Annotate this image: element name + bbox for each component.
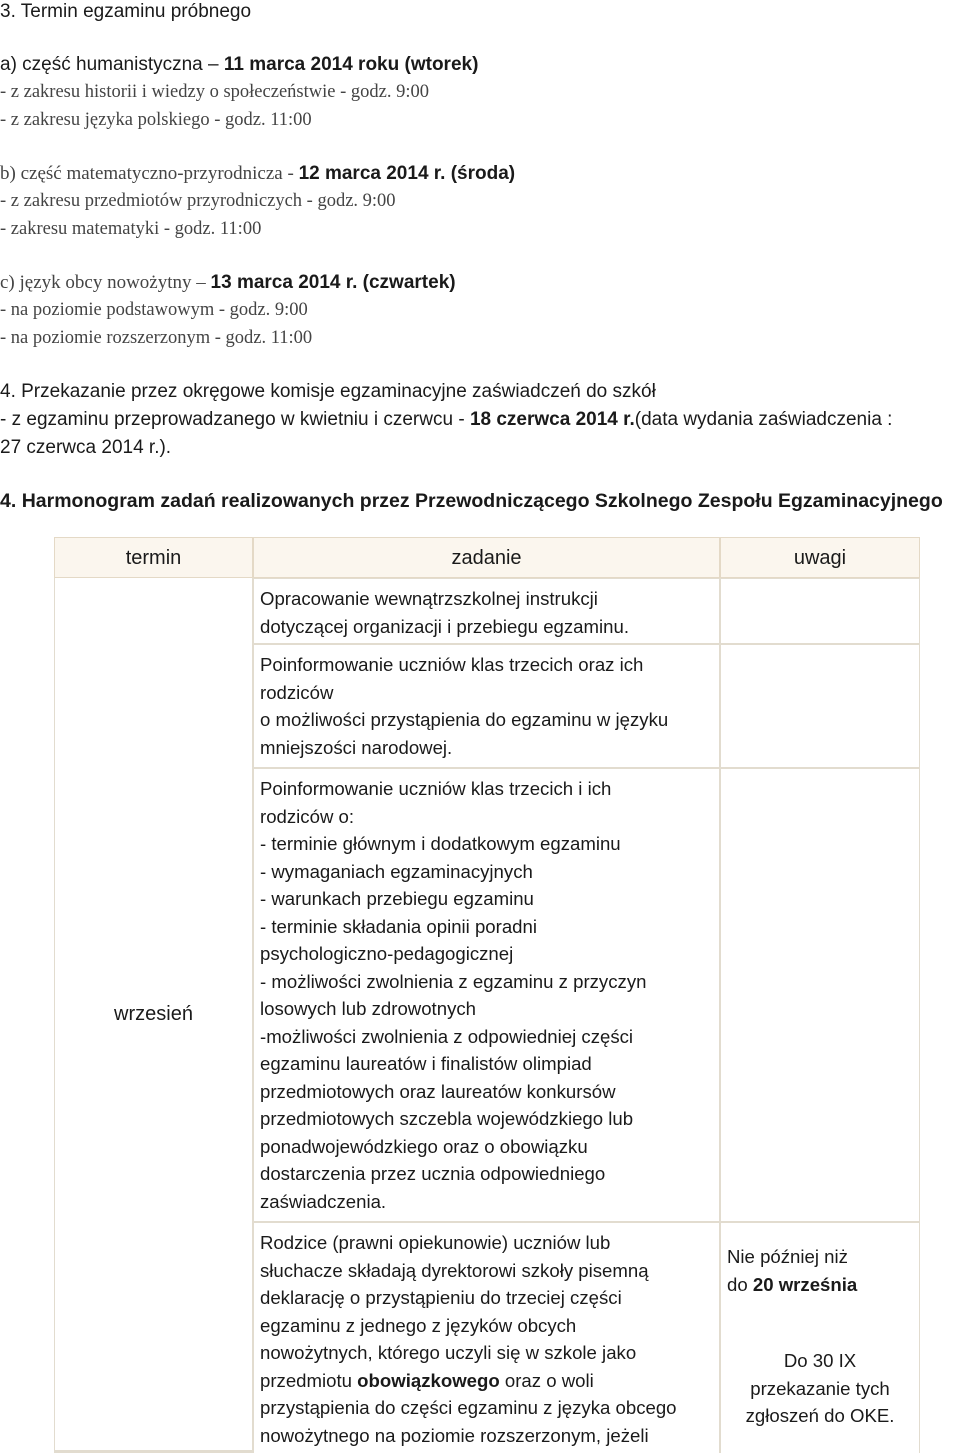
part-a-item-2: - z zakresu języka polskiego - godz. 11:00 xyxy=(0,110,312,130)
task-line: - możliwości zwolnienia z egzaminu z przyczyn xyxy=(260,970,647,992)
part-a-item-1: - z zakresu historii i wiedzy o społeczeństwie - godz. 9:00 xyxy=(0,82,429,102)
task-text-bold: obowiązkowego xyxy=(357,1369,500,1391)
deadline-note xyxy=(727,1243,857,1299)
task-line: Opracowanie wewnątrzszkolnej instrukcji xyxy=(260,588,598,609)
part-b-prefix: b) część matematyczno-przyrodnicza - xyxy=(0,163,299,184)
task-line: zaświadczenia. xyxy=(260,1190,387,1212)
task-line: dotyczącej organizacji i przebiegu egzaminu. xyxy=(260,615,629,637)
table-row-1-uwagi xyxy=(720,578,920,644)
task-line: egzaminu z jednego z języków obcych xyxy=(260,1314,577,1336)
table-row-3-uwagi xyxy=(720,768,920,1222)
task-line: deklarację o przystąpieniu do trzeciej części xyxy=(260,1287,622,1308)
task-line: Rodzice (prawni opiekunowie) uczniów lub xyxy=(260,1232,611,1253)
task-line-mixed xyxy=(260,1367,713,1395)
header-uwagi: uwagi xyxy=(720,537,920,578)
part-b-item-1: - z zakresu przedmiotów przyrodniczych - godz. 9:00 xyxy=(0,191,396,211)
part-b-item-2: - zakresu matematyki - godz. 11:00 xyxy=(0,219,262,239)
task-line: Poinformowanie uczniów klas trzecich i ich xyxy=(260,778,612,799)
part-c-item-2: - na poziomie rozszerzonym - godz. 11:00 xyxy=(0,328,313,348)
part-a-line xyxy=(0,53,478,77)
task-line: o możliwości przystąpienia do egzaminu w języku xyxy=(260,709,669,730)
task-line: dostarczenia przez ucznia odpowiedniego xyxy=(260,1163,606,1184)
task-line: słuchacze składają dyrektorowi szkoły pisemną xyxy=(260,1259,649,1281)
part-b-date: 12 marca 2014 r. (środa) xyxy=(298,163,516,184)
table-row-2-zadanie xyxy=(253,644,720,768)
oke-note-line: Do 30 IX xyxy=(783,1350,857,1371)
termin-cell xyxy=(54,578,253,1453)
task-line: przedmiotowych szczebla wojewódzkiego lub xyxy=(260,1108,634,1129)
task-line: egzaminu laureatów i finalistów olimpiad xyxy=(260,1053,592,1074)
task-text: przedmiotu xyxy=(260,1369,358,1391)
task-line: - terminie składania opinii poradni xyxy=(260,915,537,937)
table-row-4-uwagi xyxy=(720,1222,920,1453)
section-4b-number: 4. xyxy=(0,490,22,512)
task-line: rodziców xyxy=(260,681,334,703)
oke-note xyxy=(721,1347,919,1430)
header-termin: termin xyxy=(54,537,253,578)
section-4a-line-2-suffix: (data wydania zaświadczenia : xyxy=(634,409,893,430)
oke-note-line: przekazanie tych xyxy=(750,1377,890,1399)
section-4a-line-2-date: 18 czerwca 2014 r. xyxy=(469,409,635,430)
section-4a-heading: 4. Przekazanie przez okręgowe komisje egzaminacyjne zaświadczeń do szkół xyxy=(0,381,656,402)
part-c-item-1: - na poziomie podstawowym - godz. 9:00 xyxy=(0,300,308,320)
table-row-3-zadanie xyxy=(253,768,720,1222)
oke-note-line: zgłoszeń do OKE. xyxy=(745,1405,895,1426)
part-a-date: 11 marca 2014 roku (wtorek) xyxy=(223,54,479,75)
part-a-prefix: a) część humanistyczna – xyxy=(0,54,224,75)
termin-value: wrzesień xyxy=(114,1003,193,1025)
part-c-line xyxy=(0,271,456,295)
section-4b-heading: Harmonogram zadań realizowanych przez Przewodniczącego Szkolnego Zespołu Egzaminacyjnego xyxy=(21,490,943,512)
table-row-2-uwagi xyxy=(720,644,920,768)
task-line: mniejszości narodowej. xyxy=(260,736,453,758)
task-text: oraz o woli xyxy=(499,1369,594,1391)
task-line: - terminie głównym i dodatkowym egzaminu xyxy=(260,833,621,854)
section-4a-line-2 xyxy=(0,408,892,432)
part-c-date: 13 marca 2014 r. (czwartek) xyxy=(210,272,456,293)
header-zadanie: zadanie xyxy=(253,537,720,578)
section-4b-heading-line xyxy=(0,489,943,513)
section-3-heading: 3. Termin egzaminu próbnego xyxy=(0,1,252,22)
task-line: przedmiotowych oraz laureatów konkursów xyxy=(260,1080,616,1102)
task-line: ponadwojewódzkiego oraz o obowiązku xyxy=(260,1135,588,1157)
task-line: - warunkach przebiegu egzaminu xyxy=(260,888,534,909)
task-line: nowożytnego na poziomie rozszerzonym, jeżeli xyxy=(260,1424,649,1446)
task-line: losowych lub zdrowotnych xyxy=(260,998,476,1019)
task-line: przystąpienia do części egzaminu z języka obcego xyxy=(260,1397,677,1418)
deadline-to: do xyxy=(727,1274,753,1295)
part-c-prefix: c) język obcy nowożytny – xyxy=(0,272,211,293)
section-4a-line-3: 27 czerwca 2014 r.). xyxy=(0,437,172,458)
table-row-1-zadanie xyxy=(253,578,720,644)
task-line: Poinformowanie uczniów klas trzecich oraz ich xyxy=(260,654,644,675)
task-line: nowożytnych, którego uczyli się w szkole jako xyxy=(260,1342,637,1363)
deadline-date: 20 września xyxy=(752,1274,858,1295)
task-line: rodziców o: xyxy=(260,805,355,827)
deadline-prefix: Nie później niż xyxy=(727,1246,848,1267)
deadline-line xyxy=(727,1271,857,1299)
section-4a-line-2-prefix: - z egzaminu przeprowadzanego w kwietniu i czerwcu - xyxy=(0,409,470,430)
part-b-line xyxy=(0,162,515,186)
task-line: -możliwości zwolnienia z odpowiedniej części xyxy=(260,1025,634,1047)
table-row-4-zadanie xyxy=(253,1222,720,1453)
task-line: psychologiczno-pedagogicznej xyxy=(260,943,514,964)
task-line: - wymaganiach egzaminacyjnych xyxy=(260,860,533,882)
